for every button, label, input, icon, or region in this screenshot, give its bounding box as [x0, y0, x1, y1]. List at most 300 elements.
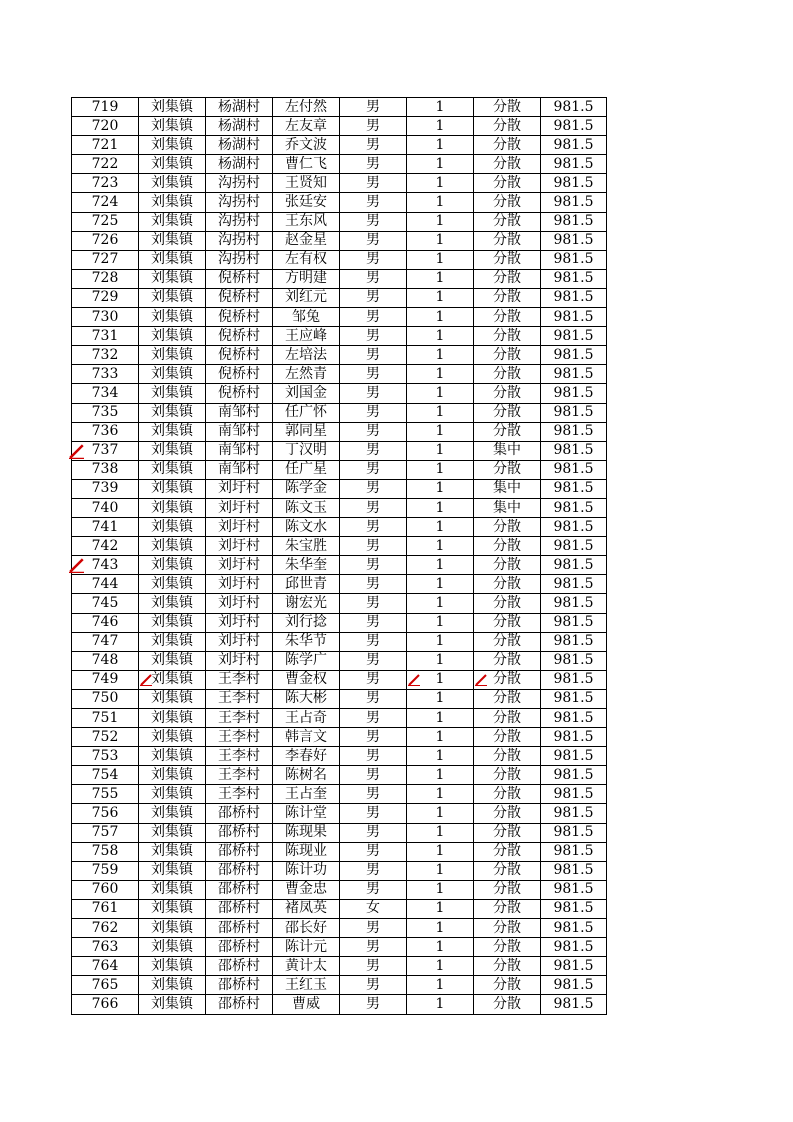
- count-cell[interactable]: 1: [407, 365, 474, 384]
- amount-cell[interactable]: 981.5: [541, 403, 607, 422]
- gender-cell[interactable]: 男: [340, 689, 407, 708]
- name-cell[interactable]: 赵金星: [273, 231, 340, 250]
- count-cell[interactable]: 1: [407, 766, 474, 785]
- town-cell[interactable]: 刘集镇: [139, 689, 206, 708]
- count-cell[interactable]: 1: [407, 880, 474, 899]
- count-cell[interactable]: 1: [407, 422, 474, 441]
- name-cell[interactable]: 左友章: [273, 117, 340, 136]
- town-cell[interactable]: 刘集镇: [139, 460, 206, 479]
- row-number-cell[interactable]: 732: [72, 346, 139, 365]
- support-mode-cell[interactable]: 分散: [474, 728, 541, 747]
- name-cell[interactable]: 左有权: [273, 250, 340, 269]
- amount-cell[interactable]: 981.5: [541, 250, 607, 269]
- name-cell[interactable]: 朱华奎: [273, 556, 340, 575]
- town-cell[interactable]: 刘集镇: [139, 804, 206, 823]
- village-cell[interactable]: 邵桥村: [206, 804, 273, 823]
- support-mode-cell[interactable]: 分散: [474, 98, 541, 117]
- amount-cell[interactable]: 981.5: [541, 976, 607, 995]
- village-cell[interactable]: 倪桥村: [206, 288, 273, 307]
- gender-cell[interactable]: 男: [340, 327, 407, 346]
- count-cell[interactable]: 1: [407, 518, 474, 537]
- village-cell[interactable]: 沟拐村: [206, 174, 273, 193]
- amount-cell[interactable]: 981.5: [541, 919, 607, 938]
- amount-cell[interactable]: 981.5: [541, 938, 607, 957]
- count-cell[interactable]: 1: [407, 709, 474, 728]
- name-cell[interactable]: 王占奇: [273, 709, 340, 728]
- name-cell[interactable]: 曹仁飞: [273, 155, 340, 174]
- amount-cell[interactable]: 981.5: [541, 308, 607, 327]
- support-mode-cell[interactable]: 集中: [474, 479, 541, 498]
- count-cell[interactable]: 1: [407, 842, 474, 861]
- comment-marker-icon[interactable]: [69, 444, 84, 457]
- name-cell[interactable]: 曹金忠: [273, 880, 340, 899]
- support-mode-cell[interactable]: 分散: [474, 957, 541, 976]
- village-cell[interactable]: 邵桥村: [206, 823, 273, 842]
- town-cell[interactable]: 刘集镇: [139, 556, 206, 575]
- count-cell[interactable]: 1: [407, 861, 474, 880]
- amount-cell[interactable]: 981.5: [541, 995, 607, 1014]
- gender-cell[interactable]: 男: [340, 117, 407, 136]
- count-cell[interactable]: 1: [407, 613, 474, 632]
- town-cell[interactable]: 刘集镇: [139, 632, 206, 651]
- village-cell[interactable]: 邵桥村: [206, 880, 273, 899]
- row-number-cell[interactable]: 736: [72, 422, 139, 441]
- row-number-cell[interactable]: 750: [72, 689, 139, 708]
- row-number-cell[interactable]: 763: [72, 938, 139, 957]
- town-cell[interactable]: 刘集镇: [139, 193, 206, 212]
- row-number-cell[interactable]: 728: [72, 269, 139, 288]
- name-cell[interactable]: 王贤知: [273, 174, 340, 193]
- name-cell[interactable]: 左培法: [273, 346, 340, 365]
- count-cell[interactable]: 1: [407, 460, 474, 479]
- village-cell[interactable]: 王李村: [206, 670, 273, 689]
- name-cell[interactable]: 朱宝胜: [273, 537, 340, 556]
- town-cell[interactable]: 刘集镇: [139, 308, 206, 327]
- amount-cell[interactable]: 981.5: [541, 899, 607, 918]
- name-cell[interactable]: 左然青: [273, 365, 340, 384]
- gender-cell[interactable]: 男: [340, 842, 407, 861]
- row-number-cell[interactable]: 723: [72, 174, 139, 193]
- count-cell[interactable]: 1: [407, 957, 474, 976]
- town-cell[interactable]: 刘集镇: [139, 670, 206, 689]
- row-number-cell[interactable]: 746: [72, 613, 139, 632]
- village-cell[interactable]: 邵桥村: [206, 842, 273, 861]
- count-cell[interactable]: 1: [407, 117, 474, 136]
- support-mode-cell[interactable]: 分散: [474, 518, 541, 537]
- name-cell[interactable]: 丁汉明: [273, 441, 340, 460]
- town-cell[interactable]: 刘集镇: [139, 365, 206, 384]
- row-number-cell[interactable]: 730: [72, 308, 139, 327]
- name-cell[interactable]: 陈大彬: [273, 689, 340, 708]
- village-cell[interactable]: 王李村: [206, 785, 273, 804]
- name-cell[interactable]: 郭同星: [273, 422, 340, 441]
- town-cell[interactable]: 刘集镇: [139, 728, 206, 747]
- row-number-cell[interactable]: 734: [72, 384, 139, 403]
- town-cell[interactable]: 刘集镇: [139, 250, 206, 269]
- support-mode-cell[interactable]: 分散: [474, 136, 541, 155]
- gender-cell[interactable]: 男: [340, 766, 407, 785]
- amount-cell[interactable]: 981.5: [541, 613, 607, 632]
- village-cell[interactable]: 邵桥村: [206, 995, 273, 1014]
- count-cell[interactable]: 1: [407, 575, 474, 594]
- town-cell[interactable]: 刘集镇: [139, 938, 206, 957]
- town-cell[interactable]: 刘集镇: [139, 136, 206, 155]
- gender-cell[interactable]: 女: [340, 899, 407, 918]
- support-mode-cell[interactable]: 分散: [474, 269, 541, 288]
- town-cell[interactable]: 刘集镇: [139, 384, 206, 403]
- village-cell[interactable]: 邵桥村: [206, 919, 273, 938]
- village-cell[interactable]: 南邹村: [206, 422, 273, 441]
- name-cell[interactable]: 陈文玉: [273, 498, 340, 517]
- support-mode-cell[interactable]: 分散: [474, 250, 541, 269]
- gender-cell[interactable]: 男: [340, 403, 407, 422]
- count-cell[interactable]: 1: [407, 594, 474, 613]
- gender-cell[interactable]: 男: [340, 308, 407, 327]
- gender-cell[interactable]: 男: [340, 594, 407, 613]
- amount-cell[interactable]: 981.5: [541, 422, 607, 441]
- support-mode-cell[interactable]: 集中: [474, 498, 541, 517]
- village-cell[interactable]: 杨湖村: [206, 136, 273, 155]
- village-cell[interactable]: 沟拐村: [206, 250, 273, 269]
- town-cell[interactable]: 刘集镇: [139, 766, 206, 785]
- row-number-cell[interactable]: 745: [72, 594, 139, 613]
- gender-cell[interactable]: 男: [340, 384, 407, 403]
- count-cell[interactable]: 1: [407, 938, 474, 957]
- village-cell[interactable]: 沟拐村: [206, 193, 273, 212]
- amount-cell[interactable]: 981.5: [541, 155, 607, 174]
- support-mode-cell[interactable]: 分散: [474, 327, 541, 346]
- count-cell[interactable]: 1: [407, 288, 474, 307]
- amount-cell[interactable]: 981.5: [541, 766, 607, 785]
- village-cell[interactable]: 杨湖村: [206, 117, 273, 136]
- row-number-cell[interactable]: 751: [72, 709, 139, 728]
- row-number-cell[interactable]: 739: [72, 479, 139, 498]
- row-number-cell[interactable]: 744: [72, 575, 139, 594]
- town-cell[interactable]: 刘集镇: [139, 117, 206, 136]
- count-cell[interactable]: 1: [407, 155, 474, 174]
- name-cell[interactable]: 左付然: [273, 98, 340, 117]
- name-cell[interactable]: 刘行捻: [273, 613, 340, 632]
- village-cell[interactable]: 邵桥村: [206, 957, 273, 976]
- village-cell[interactable]: 刘圩村: [206, 594, 273, 613]
- name-cell[interactable]: 邹兔: [273, 308, 340, 327]
- row-number-cell[interactable]: 753: [72, 747, 139, 766]
- row-number-cell[interactable]: 722: [72, 155, 139, 174]
- count-cell[interactable]: 1: [407, 747, 474, 766]
- support-mode-cell[interactable]: 分散: [474, 308, 541, 327]
- support-mode-cell[interactable]: 分散: [474, 117, 541, 136]
- name-cell[interactable]: 王东风: [273, 212, 340, 231]
- village-cell[interactable]: 刘圩村: [206, 556, 273, 575]
- town-cell[interactable]: 刘集镇: [139, 880, 206, 899]
- amount-cell[interactable]: 981.5: [541, 785, 607, 804]
- village-cell[interactable]: 邵桥村: [206, 861, 273, 880]
- support-mode-cell[interactable]: 分散: [474, 594, 541, 613]
- town-cell[interactable]: 刘集镇: [139, 747, 206, 766]
- gender-cell[interactable]: 男: [340, 938, 407, 957]
- town-cell[interactable]: 刘集镇: [139, 269, 206, 288]
- count-cell[interactable]: 1: [407, 919, 474, 938]
- amount-cell[interactable]: 981.5: [541, 327, 607, 346]
- amount-cell[interactable]: 981.5: [541, 136, 607, 155]
- count-cell[interactable]: 1: [407, 308, 474, 327]
- town-cell[interactable]: 刘集镇: [139, 155, 206, 174]
- name-cell[interactable]: 谢宏光: [273, 594, 340, 613]
- comment-marker-icon[interactable]: [408, 674, 420, 686]
- count-cell[interactable]: 1: [407, 250, 474, 269]
- village-cell[interactable]: 倪桥村: [206, 327, 273, 346]
- row-number-cell[interactable]: 737: [72, 441, 139, 460]
- amount-cell[interactable]: 981.5: [541, 231, 607, 250]
- row-number-cell[interactable]: 761: [72, 899, 139, 918]
- town-cell[interactable]: 刘集镇: [139, 919, 206, 938]
- gender-cell[interactable]: 男: [340, 441, 407, 460]
- gender-cell[interactable]: 男: [340, 98, 407, 117]
- gender-cell[interactable]: 男: [340, 957, 407, 976]
- count-cell[interactable]: 1: [407, 995, 474, 1014]
- count-cell[interactable]: 1: [407, 556, 474, 575]
- town-cell[interactable]: 刘集镇: [139, 957, 206, 976]
- name-cell[interactable]: 陈计堂: [273, 804, 340, 823]
- gender-cell[interactable]: 男: [340, 556, 407, 575]
- amount-cell[interactable]: 981.5: [541, 518, 607, 537]
- name-cell[interactable]: 朱华节: [273, 632, 340, 651]
- name-cell[interactable]: 刘国金: [273, 384, 340, 403]
- village-cell[interactable]: 刘圩村: [206, 632, 273, 651]
- town-cell[interactable]: 刘集镇: [139, 709, 206, 728]
- count-cell[interactable]: 1: [407, 231, 474, 250]
- count-cell[interactable]: 1: [407, 632, 474, 651]
- name-cell[interactable]: 韩言文: [273, 728, 340, 747]
- support-mode-cell[interactable]: 分散: [474, 174, 541, 193]
- amount-cell[interactable]: 981.5: [541, 957, 607, 976]
- gender-cell[interactable]: 男: [340, 460, 407, 479]
- row-number-cell[interactable]: 756: [72, 804, 139, 823]
- gender-cell[interactable]: 男: [340, 269, 407, 288]
- amount-cell[interactable]: 981.5: [541, 594, 607, 613]
- village-cell[interactable]: 倪桥村: [206, 365, 273, 384]
- village-cell[interactable]: 南邹村: [206, 441, 273, 460]
- row-number-cell[interactable]: 754: [72, 766, 139, 785]
- support-mode-cell[interactable]: 分散: [474, 613, 541, 632]
- row-number-cell[interactable]: 725: [72, 212, 139, 231]
- row-number-cell[interactable]: 760: [72, 880, 139, 899]
- row-number-cell[interactable]: 719: [72, 98, 139, 117]
- village-cell[interactable]: 倪桥村: [206, 269, 273, 288]
- count-cell[interactable]: 1: [407, 537, 474, 556]
- row-number-cell[interactable]: 726: [72, 231, 139, 250]
- name-cell[interactable]: 陈文水: [273, 518, 340, 537]
- name-cell[interactable]: 王红玉: [273, 976, 340, 995]
- support-mode-cell[interactable]: 分散: [474, 919, 541, 938]
- gender-cell[interactable]: 男: [340, 575, 407, 594]
- gender-cell[interactable]: 男: [340, 250, 407, 269]
- amount-cell[interactable]: 981.5: [541, 651, 607, 670]
- amount-cell[interactable]: 981.5: [541, 804, 607, 823]
- row-number-cell[interactable]: 757: [72, 823, 139, 842]
- support-mode-cell[interactable]: 分散: [474, 747, 541, 766]
- amount-cell[interactable]: 981.5: [541, 479, 607, 498]
- gender-cell[interactable]: 男: [340, 804, 407, 823]
- town-cell[interactable]: 刘集镇: [139, 498, 206, 517]
- gender-cell[interactable]: 男: [340, 613, 407, 632]
- town-cell[interactable]: 刘集镇: [139, 403, 206, 422]
- amount-cell[interactable]: 981.5: [541, 537, 607, 556]
- gender-cell[interactable]: 男: [340, 479, 407, 498]
- gender-cell[interactable]: 男: [340, 288, 407, 307]
- amount-cell[interactable]: 981.5: [541, 460, 607, 479]
- amount-cell[interactable]: 981.5: [541, 174, 607, 193]
- amount-cell[interactable]: 981.5: [541, 98, 607, 117]
- town-cell[interactable]: 刘集镇: [139, 785, 206, 804]
- village-cell[interactable]: 沟拐村: [206, 231, 273, 250]
- support-mode-cell[interactable]: 分散: [474, 384, 541, 403]
- town-cell[interactable]: 刘集镇: [139, 174, 206, 193]
- row-number-cell[interactable]: 766: [72, 995, 139, 1014]
- support-mode-cell[interactable]: 分散: [474, 575, 541, 594]
- count-cell[interactable]: 1: [407, 899, 474, 918]
- town-cell[interactable]: 刘集镇: [139, 899, 206, 918]
- amount-cell[interactable]: 981.5: [541, 842, 607, 861]
- row-number-cell[interactable]: 731: [72, 327, 139, 346]
- amount-cell[interactable]: 981.5: [541, 575, 607, 594]
- amount-cell[interactable]: 981.5: [541, 441, 607, 460]
- gender-cell[interactable]: 男: [340, 728, 407, 747]
- gender-cell[interactable]: 男: [340, 785, 407, 804]
- gender-cell[interactable]: 男: [340, 193, 407, 212]
- town-cell[interactable]: 刘集镇: [139, 995, 206, 1014]
- gender-cell[interactable]: 男: [340, 174, 407, 193]
- name-cell[interactable]: 邵长好: [273, 919, 340, 938]
- village-cell[interactable]: 杨湖村: [206, 98, 273, 117]
- support-mode-cell[interactable]: 分散: [474, 193, 541, 212]
- support-mode-cell[interactable]: 分散: [474, 880, 541, 899]
- name-cell[interactable]: 任广怀: [273, 403, 340, 422]
- support-mode-cell[interactable]: 分散: [474, 212, 541, 231]
- row-number-cell[interactable]: 735: [72, 403, 139, 422]
- support-mode-cell[interactable]: 分散: [474, 556, 541, 575]
- gender-cell[interactable]: 男: [340, 518, 407, 537]
- count-cell[interactable]: 1: [407, 479, 474, 498]
- row-number-cell[interactable]: 727: [72, 250, 139, 269]
- support-mode-cell[interactable]: 分散: [474, 346, 541, 365]
- count-cell[interactable]: 1: [407, 498, 474, 517]
- gender-cell[interactable]: 男: [340, 212, 407, 231]
- support-mode-cell[interactable]: 分散: [474, 766, 541, 785]
- amount-cell[interactable]: 981.5: [541, 556, 607, 575]
- name-cell[interactable]: 王应峰: [273, 327, 340, 346]
- row-number-cell[interactable]: 742: [72, 537, 139, 556]
- support-mode-cell[interactable]: 分散: [474, 861, 541, 880]
- amount-cell[interactable]: 981.5: [541, 632, 607, 651]
- name-cell[interactable]: 刘红元: [273, 288, 340, 307]
- gender-cell[interactable]: 男: [340, 709, 407, 728]
- gender-cell[interactable]: 男: [340, 365, 407, 384]
- count-cell[interactable]: 1: [407, 193, 474, 212]
- count-cell[interactable]: 1: [407, 346, 474, 365]
- row-number-cell[interactable]: 759: [72, 861, 139, 880]
- amount-cell[interactable]: 981.5: [541, 269, 607, 288]
- name-cell[interactable]: 陈计元: [273, 938, 340, 957]
- town-cell[interactable]: 刘集镇: [139, 231, 206, 250]
- count-cell[interactable]: 1: [407, 728, 474, 747]
- comment-marker-icon[interactable]: [140, 674, 152, 686]
- village-cell[interactable]: 王李村: [206, 709, 273, 728]
- town-cell[interactable]: 刘集镇: [139, 288, 206, 307]
- name-cell[interactable]: 邱世青: [273, 575, 340, 594]
- town-cell[interactable]: 刘集镇: [139, 422, 206, 441]
- name-cell[interactable]: 曹金权: [273, 670, 340, 689]
- count-cell[interactable]: 1: [407, 269, 474, 288]
- town-cell[interactable]: 刘集镇: [139, 346, 206, 365]
- amount-cell[interactable]: 981.5: [541, 709, 607, 728]
- gender-cell[interactable]: 男: [340, 346, 407, 365]
- village-cell[interactable]: 刘圩村: [206, 537, 273, 556]
- town-cell[interactable]: 刘集镇: [139, 976, 206, 995]
- comment-marker-icon[interactable]: [475, 674, 487, 686]
- village-cell[interactable]: 邵桥村: [206, 938, 273, 957]
- name-cell[interactable]: 陈学广: [273, 651, 340, 670]
- count-cell[interactable]: 1: [407, 651, 474, 670]
- gender-cell[interactable]: 男: [340, 670, 407, 689]
- count-cell[interactable]: 1: [407, 976, 474, 995]
- gender-cell[interactable]: 男: [340, 537, 407, 556]
- town-cell[interactable]: 刘集镇: [139, 651, 206, 670]
- support-mode-cell[interactable]: 分散: [474, 823, 541, 842]
- village-cell[interactable]: 邵桥村: [206, 899, 273, 918]
- name-cell[interactable]: 黄计太: [273, 957, 340, 976]
- village-cell[interactable]: 倪桥村: [206, 384, 273, 403]
- village-cell[interactable]: 邵桥村: [206, 976, 273, 995]
- village-cell[interactable]: 王李村: [206, 766, 273, 785]
- name-cell[interactable]: 陈计功: [273, 861, 340, 880]
- amount-cell[interactable]: 981.5: [541, 689, 607, 708]
- amount-cell[interactable]: 981.5: [541, 212, 607, 231]
- village-cell[interactable]: 刘圩村: [206, 651, 273, 670]
- support-mode-cell[interactable]: 分散: [474, 899, 541, 918]
- row-number-cell[interactable]: 755: [72, 785, 139, 804]
- name-cell[interactable]: 张廷安: [273, 193, 340, 212]
- row-number-cell[interactable]: 738: [72, 460, 139, 479]
- town-cell[interactable]: 刘集镇: [139, 98, 206, 117]
- town-cell[interactable]: 刘集镇: [139, 537, 206, 556]
- amount-cell[interactable]: 981.5: [541, 880, 607, 899]
- town-cell[interactable]: 刘集镇: [139, 327, 206, 346]
- row-number-cell[interactable]: 743: [72, 556, 139, 575]
- support-mode-cell[interactable]: 分散: [474, 976, 541, 995]
- gender-cell[interactable]: 男: [340, 136, 407, 155]
- support-mode-cell[interactable]: 分散: [474, 689, 541, 708]
- support-mode-cell[interactable]: 分散: [474, 785, 541, 804]
- amount-cell[interactable]: 981.5: [541, 498, 607, 517]
- support-mode-cell[interactable]: 分散: [474, 632, 541, 651]
- gender-cell[interactable]: 男: [340, 976, 407, 995]
- town-cell[interactable]: 刘集镇: [139, 594, 206, 613]
- amount-cell[interactable]: 981.5: [541, 117, 607, 136]
- row-number-cell[interactable]: 765: [72, 976, 139, 995]
- support-mode-cell[interactable]: 分散: [474, 938, 541, 957]
- gender-cell[interactable]: 男: [340, 880, 407, 899]
- row-number-cell[interactable]: 764: [72, 957, 139, 976]
- village-cell[interactable]: 刘圩村: [206, 613, 273, 632]
- support-mode-cell[interactable]: 分散: [474, 231, 541, 250]
- count-cell[interactable]: 1: [407, 174, 474, 193]
- gender-cell[interactable]: 男: [340, 651, 407, 670]
- count-cell[interactable]: 1: [407, 327, 474, 346]
- row-number-cell[interactable]: 721: [72, 136, 139, 155]
- count-cell[interactable]: 1: [407, 804, 474, 823]
- town-cell[interactable]: 刘集镇: [139, 842, 206, 861]
